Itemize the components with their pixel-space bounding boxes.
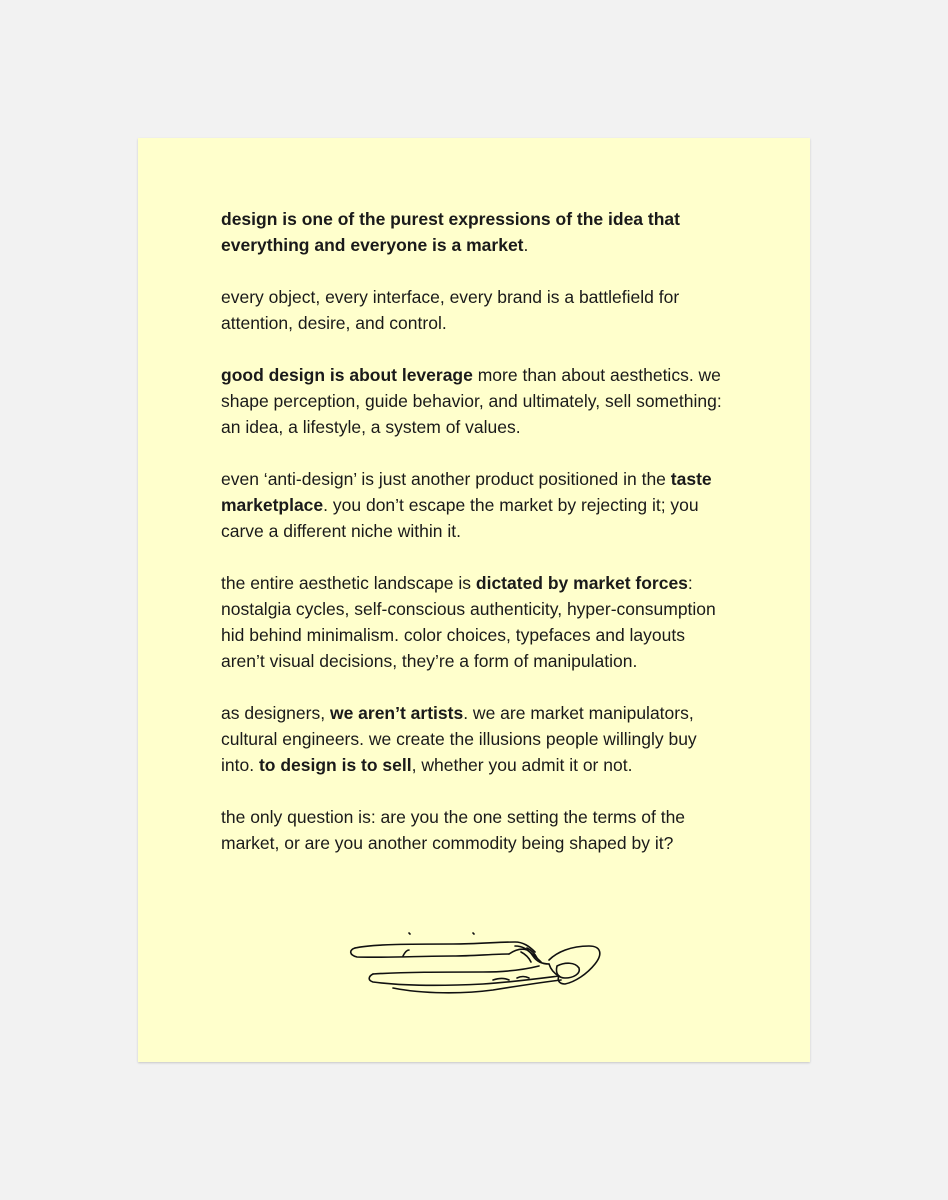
- text-run: . we are market manipulators, cultural engineers. we create the illusions people willingly buy into.: [221, 703, 697, 775]
- text-run: as designers,: [221, 703, 330, 723]
- bold-run: to design is to sell: [258, 755, 412, 775]
- paragraph-7: [221, 804, 731, 856]
- paragraph-4: [221, 466, 731, 544]
- bold-run: we aren’t artists: [329, 703, 464, 723]
- text-run: . you don’t escape the market by rejecting it; you carve a different niche within it.: [221, 495, 699, 541]
- paragraph-1: [221, 206, 731, 258]
- bold-run: dictated by market forces: [475, 573, 688, 593]
- paragraph-3: [221, 362, 731, 440]
- text-run: , whether you admit it or not.: [411, 755, 633, 775]
- text-run: every object, every interface, every brand is a battlefield for attention, desire, and control.: [221, 287, 680, 333]
- text-run: .: [523, 235, 529, 255]
- bold-run: taste marketplace: [221, 469, 712, 515]
- manifesto-text: [221, 206, 731, 882]
- paragraph-2: [221, 284, 731, 336]
- lying-figure-icon: [343, 928, 603, 1008]
- paragraph-5: [221, 570, 731, 674]
- text-run: more than about aesthetics. we shape perception, guide behavior, and ultimately, sell something: an idea, a lifestyle, a system of values.: [221, 365, 722, 437]
- text-run: the only question is: are you the one setting the terms of the market, or are you another commodity being shaped by it?: [221, 807, 686, 853]
- text-run: the entire aesthetic landscape is: [221, 573, 476, 593]
- bold-run: good design is about leverage: [221, 365, 473, 385]
- text-run: : nostalgia cycles, self-conscious authenticity, hyper-consumption hid behind minimalism. color choices, typefaces and layouts aren’t visual decisions, they’re a form of manipulation.: [221, 573, 716, 671]
- bold-run: design is one of the purest expressions of the idea that everything and everyone is a market: [221, 209, 680, 255]
- paragraph-6: [221, 700, 731, 778]
- text-run: even ‘anti-design’ is just another product positioned in the: [221, 469, 671, 489]
- manifesto-card: [138, 138, 810, 1062]
